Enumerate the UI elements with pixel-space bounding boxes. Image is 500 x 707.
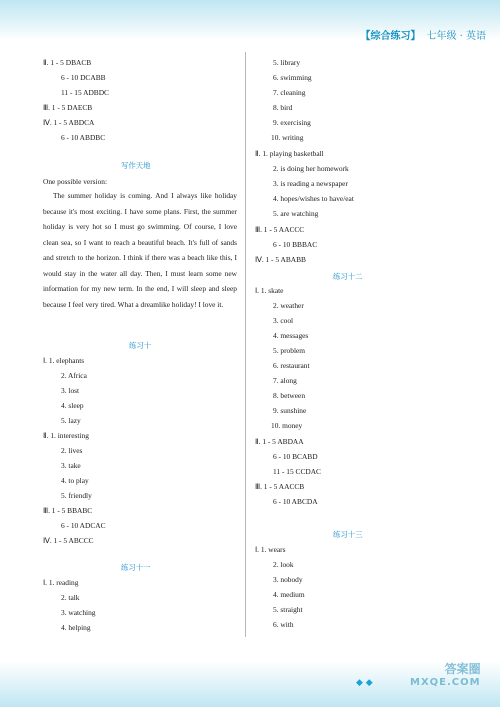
answer-line: 6. swimming xyxy=(273,73,312,82)
answer-line: 2. Africa xyxy=(61,371,87,380)
answer-line: 3. is reading a newspaper xyxy=(273,179,348,188)
watermark-title: 答案圈 xyxy=(444,662,481,676)
answer-line: Ⅱ. 1. interesting xyxy=(43,431,89,440)
answer-line: 4. to play xyxy=(61,476,89,485)
answer-line: 4. sleep xyxy=(61,401,84,410)
writing-text: The summer holiday is coming. And I always like holiday because it's most exciting. I have some plans. First, the summer holiday is very hot so I must go swimming. Of course, I love clean sea, so I want to reach a beautiful beach. It's full of sands and stretch to the horizon. I think if there was a beach like this, I would stay in the water all day. Then, I must learn some new information for my new term. In the end, I will sleep and sleep because I feel very tired. What a dreamlike holiday! I love it. xyxy=(43,191,237,309)
answer-line: Ⅲ. 1 - 5 BBABC xyxy=(43,506,93,515)
answer-line: 6 - 10 BBBAC xyxy=(273,240,318,249)
answer-line: Ⅲ. 1 - 5 AACCB xyxy=(255,482,305,491)
column-divider xyxy=(245,52,246,637)
answer-line: 3. nobody xyxy=(273,575,303,584)
answer-line: 5. friendly xyxy=(61,491,92,500)
answer-line: 2. look xyxy=(273,560,294,569)
answer-line: 6 - 10 BCABD xyxy=(273,452,318,461)
answer-line: Ⅲ. 1 - 5 DAECB xyxy=(43,103,93,112)
answer-line: 8. bird xyxy=(273,103,293,112)
answer-line: 3. cool xyxy=(273,316,294,325)
answer-line: 9. exercising xyxy=(273,118,311,127)
answer-line: 11 - 15 CCDAC xyxy=(273,467,321,476)
answer-line: 5. lazy xyxy=(61,416,81,425)
section-title-writing: 写作天地 xyxy=(121,161,151,170)
section-title-ex12: 练习十二 xyxy=(333,272,363,281)
answer-line: 10. money xyxy=(271,421,303,430)
answer-line: 2. is doing her homework xyxy=(273,164,349,173)
section-title-ex13: 练习十三 xyxy=(333,530,363,539)
answer-line: Ⅰ. 1. elephants xyxy=(43,356,85,365)
answer-line: 11 - 15 ADBDC xyxy=(61,88,109,97)
answer-line: Ⅳ. 1 - 5 ABABB xyxy=(255,255,306,264)
answer-line: 7. cleaning xyxy=(273,88,306,97)
answer-line: 5. problem xyxy=(273,346,306,355)
answer-line: Ⅲ. 1 - 5 AACCC xyxy=(255,225,305,234)
answer-line: Ⅳ. 1 - 5 ABCCC xyxy=(43,536,94,545)
answer-line: 4. messages xyxy=(273,331,309,340)
section-title-ex10: 练习十 xyxy=(129,341,152,350)
answer-line: Ⅱ. 1 - 5 DBACB xyxy=(43,58,92,67)
answer-line: 5. are watching xyxy=(273,209,319,218)
answer-line: 8. between xyxy=(273,391,306,400)
site-watermark xyxy=(410,662,481,690)
answer-line: Ⅳ. 1 - 5 ABDCA xyxy=(43,118,95,127)
page-header xyxy=(360,27,486,42)
writing-paragraph xyxy=(43,188,237,312)
answer-line: 6. with xyxy=(273,620,294,629)
header-subtitle: 七年级 · 英语 xyxy=(426,31,486,42)
answer-line: Ⅰ. 1. skate xyxy=(255,286,284,295)
answer-line: 7. along xyxy=(273,376,297,385)
answer-line: 5. straight xyxy=(273,605,303,614)
header-brand: 【综合练习】 xyxy=(360,31,421,42)
footer-diamond-icon: ◆ ◆ xyxy=(356,678,373,688)
section-title-ex11: 练习十一 xyxy=(121,563,151,572)
answer-line: Ⅰ. 1. wears xyxy=(255,545,286,554)
answer-line: 3. take xyxy=(61,461,81,470)
answer-line: 2. talk xyxy=(61,593,80,602)
answer-line: 6 - 10 ABDBC xyxy=(61,133,106,142)
writing-intro: One possible version: xyxy=(43,177,108,186)
answer-line: 2. lives xyxy=(61,446,83,455)
answer-line: Ⅰ. 1. reading xyxy=(43,578,79,587)
answer-line: 2. weather xyxy=(273,301,304,310)
answer-line: 4. medium xyxy=(273,590,305,599)
answer-line: 6 - 10 ADCAC xyxy=(61,521,106,530)
answer-line: Ⅱ. 1. playing basketball xyxy=(255,149,324,158)
answer-line: 3. lost xyxy=(61,386,80,395)
watermark-url: MXQE.COM xyxy=(410,677,481,688)
answer-line: 6 - 10 ABCDA xyxy=(273,497,318,506)
answer-line: 4. helping xyxy=(61,623,91,632)
answer-line: 4. hopes/wishes to have/eat xyxy=(273,194,354,203)
answer-line: 3. watching xyxy=(61,608,96,617)
answer-line: 5. library xyxy=(273,58,301,67)
answer-line: 6 - 10 DCABB xyxy=(61,73,106,82)
answer-line: 9. sunshine xyxy=(273,406,307,415)
answer-line: 6. restaurant xyxy=(273,361,310,370)
answer-line: Ⅱ. 1 - 5 ABDAA xyxy=(255,437,304,446)
answer-line: 10. writing xyxy=(271,133,304,142)
